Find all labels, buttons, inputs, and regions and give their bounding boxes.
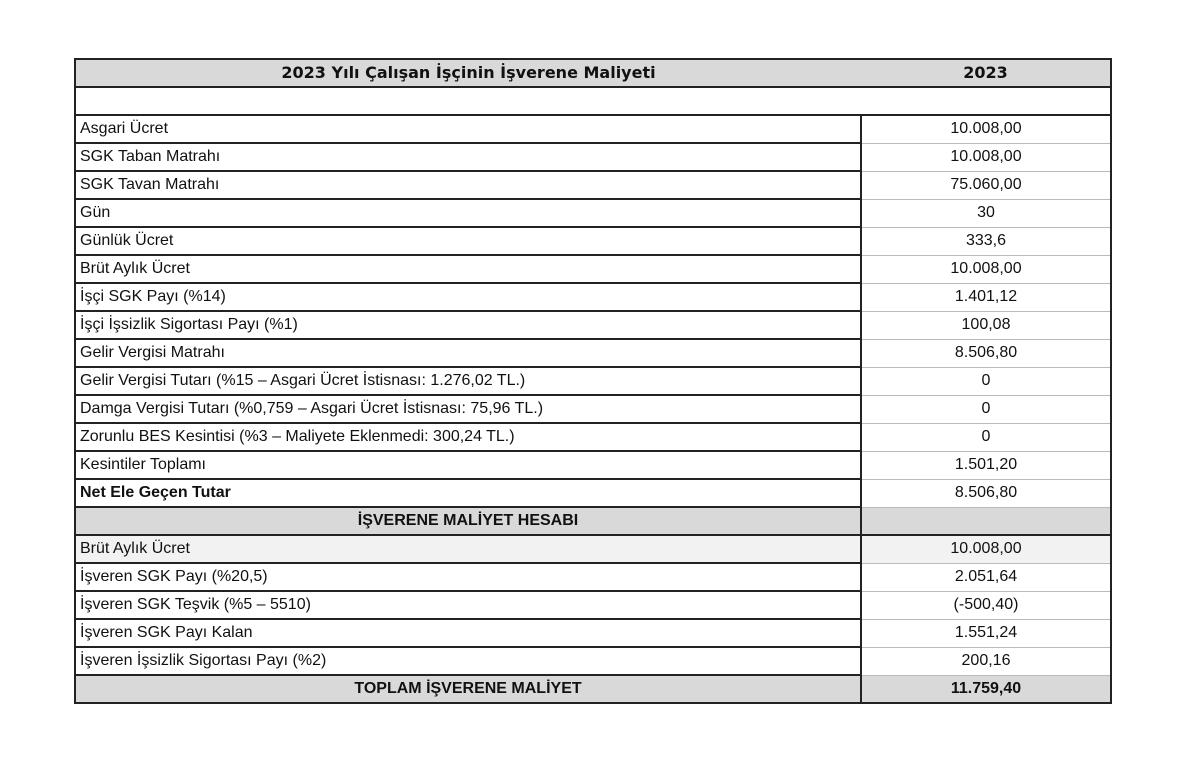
row-value: 1.401,12 xyxy=(861,283,1111,311)
row-value: 1.501,20 xyxy=(861,451,1111,479)
row-label: İşveren SGK Payı Kalan xyxy=(75,619,861,647)
row-value: 10.008,00 xyxy=(861,143,1111,171)
row-label: Gelir Vergisi Tutarı (%15 – Asgari Ücret İstisnası: 1.276,02 TL.) xyxy=(75,367,861,395)
net-pay-label: Net Ele Geçen Tutar xyxy=(75,479,861,507)
section-header-row xyxy=(75,507,1111,535)
employer-cost-table xyxy=(74,58,1112,704)
row-label: Kesintiler Toplamı xyxy=(75,451,861,479)
row-value: 100,08 xyxy=(861,311,1111,339)
row-label: Brüt Aylık Ücret xyxy=(75,535,861,563)
table-row xyxy=(75,395,1111,423)
blank-row xyxy=(75,87,1111,115)
net-pay-row xyxy=(75,479,1111,507)
table-row xyxy=(75,115,1111,143)
row-label: Asgari Ücret xyxy=(75,115,861,143)
row-value: 0 xyxy=(861,395,1111,423)
row-label: SGK Tavan Matrahı xyxy=(75,171,861,199)
total-row xyxy=(75,675,1111,703)
table-row xyxy=(75,647,1111,675)
row-value: 0 xyxy=(861,423,1111,451)
row-label: İşveren SGK Payı (%20,5) xyxy=(75,563,861,591)
section-title: İŞVERENE MALİYET HESABI xyxy=(75,507,861,535)
row-value: (-500,40) xyxy=(861,591,1111,619)
table-row xyxy=(75,619,1111,647)
row-value: 8.506,80 xyxy=(861,339,1111,367)
table-row xyxy=(75,171,1111,199)
year-header: 2023 xyxy=(861,59,1111,87)
total-label: TOPLAM İŞVERENE MALİYET xyxy=(75,675,861,703)
table-row xyxy=(75,255,1111,283)
row-label: Brüt Aylık Ücret xyxy=(75,255,861,283)
net-pay-value: 8.506,80 xyxy=(861,479,1111,507)
row-label: Zorunlu BES Kesintisi (%3 – Maliyete Eklenmedi: 300,24 TL.) xyxy=(75,423,861,451)
table-row xyxy=(75,367,1111,395)
table-header-row xyxy=(75,59,1111,87)
row-label: Damga Vergisi Tutarı (%0,759 – Asgari Ücret İstisnası: 75,96 TL.) xyxy=(75,395,861,423)
table-row xyxy=(75,227,1111,255)
table-row xyxy=(75,535,1111,563)
row-label: İşveren SGK Teşvik (%5 – 5510) xyxy=(75,591,861,619)
total-value: 11.759,40 xyxy=(861,675,1111,703)
table-row xyxy=(75,283,1111,311)
row-value: 10.008,00 xyxy=(861,535,1111,563)
table-row xyxy=(75,143,1111,171)
row-label: Gelir Vergisi Matrahı xyxy=(75,339,861,367)
table-row xyxy=(75,339,1111,367)
row-value: 75.060,00 xyxy=(861,171,1111,199)
table-row xyxy=(75,591,1111,619)
row-value: 30 xyxy=(861,199,1111,227)
row-value: 200,16 xyxy=(861,647,1111,675)
table-row xyxy=(75,423,1111,451)
table-title: 2023 Yılı Çalışan İşçinin İşverene Maliyeti xyxy=(75,59,861,87)
table-row xyxy=(75,451,1111,479)
table-row xyxy=(75,311,1111,339)
row-value: 0 xyxy=(861,367,1111,395)
row-label: SGK Taban Matrahı xyxy=(75,143,861,171)
row-value: 10.008,00 xyxy=(861,115,1111,143)
table-row xyxy=(75,563,1111,591)
row-value: 333,6 xyxy=(861,227,1111,255)
row-label: İşçi İşsizlik Sigortası Payı (%1) xyxy=(75,311,861,339)
row-value: 10.008,00 xyxy=(861,255,1111,283)
table-row xyxy=(75,199,1111,227)
row-label: İşçi SGK Payı (%14) xyxy=(75,283,861,311)
row-value: 2.051,64 xyxy=(861,563,1111,591)
row-label: Günlük Ücret xyxy=(75,227,861,255)
row-label: Gün xyxy=(75,199,861,227)
row-value: 1.551,24 xyxy=(861,619,1111,647)
row-label: İşveren İşsizlik Sigortası Payı (%2) xyxy=(75,647,861,675)
